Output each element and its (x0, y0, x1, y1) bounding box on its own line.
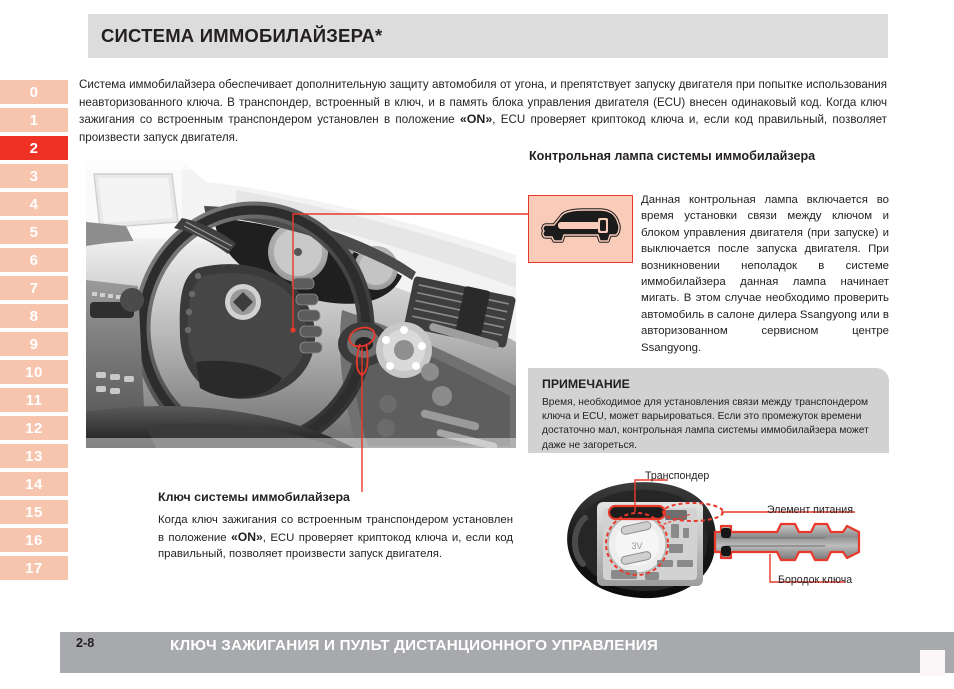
tab-index-item-14[interactable]: 14 (0, 472, 68, 496)
tab-index-item-7[interactable]: 7 (0, 276, 68, 300)
tab-index-item-17[interactable]: 17 (0, 556, 68, 580)
intro-paragraph (79, 76, 887, 146)
tab-index-item-5[interactable]: 5 (0, 220, 68, 244)
tab-index-item-6[interactable]: 6 (0, 248, 68, 272)
tab-index-item-4[interactable]: 4 (0, 192, 68, 216)
note-box (528, 368, 889, 453)
key-section-text (158, 512, 513, 563)
intro-text-part1: Система иммобилайзера обеспечивает дополнительную защиту автомобиля от угона, и препятствует запуску двигателя при попытке использования неавторизованного ключа. В транспондер, встроенный в ключ, и в память блока управления двигателя (ECU) внесен одинаковый код. Когда ключ зажигания со встроенным транспондером установлен в положение (79, 78, 887, 127)
lamp-section-heading: Контрольная лампа системы иммобилайзера (529, 149, 816, 163)
car-interior-photo (86, 160, 516, 448)
key-text-bold-on: «ON» (230, 529, 263, 544)
footer-corner-mark (920, 650, 945, 676)
key-blade-marker (715, 524, 859, 560)
tab-index-item-12[interactable]: 12 (0, 416, 68, 440)
callout-label-battery: Элемент питания (767, 504, 853, 516)
tab-index-item-0[interactable]: 0 (0, 80, 68, 104)
immobilizer-lamp-icon-box (528, 195, 633, 263)
car-interior-illustration (86, 160, 516, 448)
immobilizer-car-key-lamp-icon (540, 207, 622, 251)
lamp-section-text: Данная контрольная лампа включается во время установки связи между ключом и блоком управления двигателя (при запуске) и выключается после запуска двигателя. При возникновении неполадок в системе иммобилайзера данная лампа начинает мигать. В этом случае необходимо проверить автомобиль в салоне дилера Ssangyong или в авторизованном сервисном центре Ssangyong. (641, 194, 889, 354)
key-text-part2: , ECU проверяет криптокод ключа и, если код правильный, позволяет произвести запуск двигателя. (158, 531, 514, 561)
tab-index-sidebar (0, 80, 68, 584)
transponder-key-illustration (525, 466, 945, 616)
tab-index-item-3[interactable]: 3 (0, 164, 68, 188)
tab-index-item-10[interactable]: 10 (0, 360, 68, 384)
transponder-marker (609, 506, 665, 519)
note-body: Время, необходимое для установления связи между транспондером ключа и ECU, может варьироваться. Если это промежуток времени достаточно мал, контрольная лампа системы иммобилайзера может даже не загореться. (542, 397, 869, 451)
note-title: ПРИМЕЧАНИЕ (542, 377, 630, 391)
tab-index-item-8[interactable]: 8 (0, 304, 68, 328)
callout-label-key-blade: Бородок ключа (778, 574, 853, 586)
key-photo-figure (525, 466, 945, 616)
callout-label-transponder: Транспондер (645, 470, 710, 482)
tab-index-item-15[interactable]: 15 (0, 500, 68, 524)
tab-index-item-1[interactable]: 1 (0, 108, 68, 132)
footer-section-title: КЛЮЧ ЗАЖИГАНИЯ И ПУЛЬТ ДИСТАНЦИОННОГО УПРАВЛЕНИЯ (170, 637, 658, 654)
intro-text-part2: , ECU проверяет криптокод ключа и, если код правильный, позволяет произвести запуск двигателя. (79, 113, 887, 144)
key-text-part1: Когда ключ зажигания со встроенным транспондером установлен в положение (158, 514, 513, 544)
tab-index-item-2[interactable]: 2 (0, 136, 68, 160)
key-section-heading: Ключ системы иммобилайзера (158, 490, 350, 504)
tab-index-item-11[interactable]: 11 (0, 388, 68, 412)
intro-bold-on: «ON» (459, 112, 493, 127)
tab-index-item-16[interactable]: 16 (0, 528, 68, 552)
page-title: СИСТЕМА ИММОБИЛАЙЗЕРА* (101, 25, 383, 46)
svg-text:3V: 3V (631, 541, 643, 551)
footer-page-number: 2-8 (76, 636, 95, 650)
page-header (88, 14, 888, 58)
tab-index-item-13[interactable]: 13 (0, 444, 68, 468)
tab-index-item-9[interactable]: 9 (0, 332, 68, 356)
